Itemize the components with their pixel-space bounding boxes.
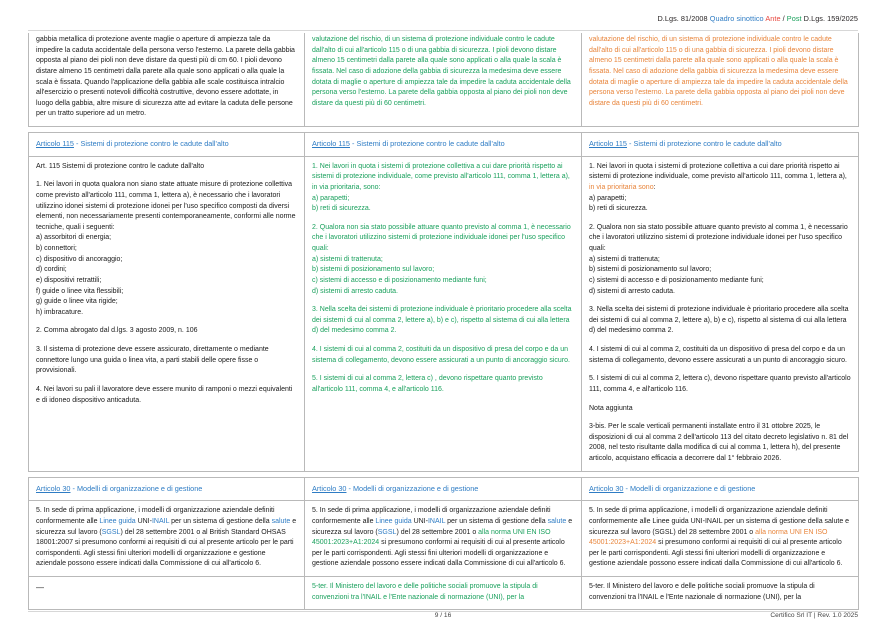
article-30-link[interactable]: Articolo 30 (36, 483, 71, 493)
article-115-link[interactable]: Articolo 115 (589, 139, 627, 148)
text: UNI- (135, 517, 152, 525)
cell-continuation-modified (305, 33, 582, 127)
text-end: : (653, 183, 656, 191)
text: e sicurezza sul lavoro ( (312, 517, 573, 536)
cell-art115-heading-consolidated (582, 133, 859, 157)
text: 5. In sede di prima applicazione, i modelli di organizzazione aziendale definiti conformemente alle Linee guida UNI-INAIL per un sistema di gestione della salute e sicurezza sul lavoro (SGSL) del 28 settembre 2001 o (589, 507, 850, 536)
list-item: c) dispositivo di ancoraggio; (36, 255, 123, 263)
article-115-link[interactable]: Articolo 115 (36, 139, 74, 148)
article-115-link[interactable]: Articolo 115 (312, 139, 350, 148)
text: si presumono conformi ai requisiti di cui al presente articolo per le parti corrispondenti. Agli stessi fini ulteriori modelli di organizzazione e gestione aziendale possono essere indicati dalla Commissione di cui all'articolo 6. (312, 539, 566, 568)
text: ) del 28 settembre 2001 o (396, 528, 479, 536)
link-salute[interactable]: salute (547, 517, 567, 525)
text: per un sistema di gestione della (169, 517, 272, 525)
paragraph: 5. I sistemi di cui al comma 2, lettera c), devono rispettare quanto previsto all'articolo 111, comma 4, e all'articolo 116. (589, 375, 851, 393)
paragraph: 5-ter. Il Ministero del lavoro e delle politiche sociali promuove la stipula di convenzioni tra l'INAIL e l'Ente nazionale di normazione (UNI), per la (312, 583, 538, 601)
cell-art30-next-consolidated (582, 577, 859, 610)
paragraph: 4. I sistemi di cui al comma 2, costituiti da un dispositivo di presa del corpo e da un sistema di collegamento, devono essere assicurati a un punto di ancoraggio sicuro. (312, 346, 570, 364)
paragraph: 2. Qualora non sia stato possibile attuare quanto previsto al comma 1, è necessario che i lavoratori utilizzino sistemi di protezione individuale idonei per l'uso specifico quali: (312, 223, 571, 252)
article-30-title: - Modelli di organizzazione e di gestione (623, 483, 756, 493)
cell-art115-body-modified (305, 156, 582, 471)
list-item: a) sistemi di trattenuta; (589, 255, 660, 263)
article-115-title: - Sistemi di protezione contro le cadute dall'alto (74, 139, 229, 148)
link-sgsl[interactable]: SGSL (377, 528, 397, 536)
link-salute[interactable]: salute (271, 517, 291, 525)
article-115-title: - Sistemi di protezione contro le cadute dall'alto (350, 139, 505, 148)
note-body: 3-bis. Per le scale verticali permanenti installate entro il 31 ottobre 2025, le disposizioni di cui al comma 2 dell'articolo 113 del citato decreto legislativo n. 81 del 2008, nel testo risultante dalla modifica di cui al comma 1, lettera h), del presente articolo, acquistano efficacia a decorrere dal 1° febbraio 2026. (589, 423, 849, 462)
paragraph (589, 162, 851, 194)
list-item: a) parapetti; (312, 194, 350, 202)
note-title: Nota aggiunta (589, 404, 633, 412)
text-amended: alla norma UNI EN ISO 45001:2023+A1:2024 (589, 528, 828, 547)
list-item: g) guide o linee vita rigide; (36, 298, 118, 306)
paragraph: 2. Qualora non sia stato possibile attuare quanto previsto al comma 1, è necessario che i lavoratori utilizzino sistemi di protezione individuale idonei per l'uso specifico quali: (589, 223, 848, 252)
cell-art115-heading-original (29, 133, 305, 157)
paragraph: 1. Nei lavori in quota i sistemi di protezione collettiva a cui dare priorità rispetto ai sistemi di protezione individuale, come previsto all'articolo 111, comma 1, lettera a), in via prioritaria, sono: (312, 162, 570, 191)
link-inail[interactable]: INAIL (151, 517, 170, 525)
article-30-link[interactable]: Articolo 30 (589, 483, 624, 493)
document-header (28, 14, 858, 30)
paragraph: 5. I sistemi di cui al comma 2, lettera c) , devono rispettare quanto previsto all'articolo 111, comma 4, e all'articolo 116. (312, 375, 543, 393)
list-item: a) parapetti; (589, 194, 627, 202)
cell-art30-heading-modified (305, 477, 582, 501)
paragraph: 3. Nella scelta dei sistemi di protezione individuale è prioritario procedere alla scelta dei sistemi di cui al comma 2, lettere a), b) e c), rispetto al sistema di cui alla lettera d) del medesimo comma 2. (312, 306, 572, 335)
list-item: a) sistemi di trattenuta; (312, 255, 383, 263)
table-row (29, 501, 859, 577)
text-start: 1. Nei lavori in quota i sistemi di protezione collettiva a cui dare priorità rispetto ai sistemi di protezione individuale, come previsto all'articolo 111, comma 1, lettera a), (589, 162, 847, 181)
cell-art30-body-modified (305, 501, 582, 577)
revision-label: Certifico Srl IT | Rev. 1.0 2025 (770, 612, 858, 619)
link-inail[interactable]: INAIL (427, 517, 446, 525)
cell-continuation-original (29, 33, 305, 127)
list-item: e) dispositivi retrattili; (36, 276, 102, 284)
text-amended: in via prioritaria sono (589, 183, 654, 191)
list-item: b) connettori; (36, 245, 77, 252)
cell-art115-body-consolidated (582, 156, 859, 471)
list-item: d) cordini; (36, 266, 67, 274)
header-divider (28, 30, 858, 31)
text: e sicurezza sul lavoro ( (36, 517, 297, 536)
text-added: alla norma UNI EN ISO 45001:2023+A1:2024 (312, 528, 551, 547)
link-linee-guida[interactable]: Linee guida (375, 517, 412, 525)
text: ) del 28 settembre 2001 o al British Standard OHSAS 18001:2007 si presumono conformi ai requisiti di cui al presente articolo per le parti corrispondenti. Agli stessi fini ulteriori modelli di organizzazione e gestione aziendale possono essere indicati dalla Commissione di cui all'articolo 6. (36, 528, 294, 568)
article-heading: Art. 115 Sistemi di protezione contro le cadute dall'alto (36, 162, 205, 170)
paragraph: 4. Nei lavori su pali il lavoratore deve essere munito di ramponi o mezzi equivalenti e di idoneo dispositivo anticaduta. (36, 385, 293, 404)
link-linee-guida[interactable]: Linee guida (99, 517, 136, 525)
list-item: d) sistemi di arresto caduta. (312, 287, 398, 295)
list-item: f) guide o linee vita flessibili; (36, 287, 124, 295)
table-row (29, 577, 859, 610)
text: 5. In sede di prima applicazione, i modelli di organizzazione aziendale definiti conformemente alle (36, 507, 275, 525)
list-item: b) sistemi di posizionamento sul lavoro; (312, 266, 435, 274)
list-item: b) reti di sicurezza. (589, 205, 648, 213)
cell-art115-heading-modified (305, 133, 582, 157)
paragraph: gabbia metallica di protezione avente maglie o aperture di ampiezza tale da impedire la caduta accidentale della persona verso l'esterno. La parete della gabbia opposta al piano dei pioli non deve distare da questi più di cm 60. I pioli devono distare almeno 15 centimetri dalla parete alla quale sono applicati o alla quale la scala è fissata. Quando l'applicazione della gabbia alle scale costituisca intralcio all'esercizio o presenti notevoli difficoltà costruttive, devono essere adottate, in luogo della gabbia, altre misure di sicurezza atte ad evitare la caduta delle persone per un tratto superiore ad un metro. (36, 36, 295, 118)
cell-art30-body-original (29, 501, 305, 577)
header-quadro-sinottico: Quadro sinottico (709, 14, 764, 23)
paragraph: 4. I sistemi di cui al comma 2, costituiti da un dispositivo di presa del corpo e da un sistema di collegamento, devono essere assicurati a un punto di ancoraggio sicuro. (589, 346, 847, 364)
paragraph: valutazione del rischio, di un sistema di protezione individuale contro le cadute dall'alto di cui all'articolo 115 o di una gabbia di sicurezza. I pioli devono distare almeno 15 centimetri dalla parete alla quale sono applicati o alla quale la scala è fissata. Nel caso di adozione della gabbia di sicurezza la medesima deve essere dotata di maglie o aperture di ampiezza tale da impedire la caduta accidentale della persona verso l'esterno. La parete della gabbia opposta al piano dei pioli non deve distare da questi più di 60 centimetri. (589, 36, 848, 107)
table-row (29, 133, 859, 157)
cell-art30-body-consolidated (582, 501, 859, 577)
text: UNI- (411, 517, 428, 525)
cell-art30-next-original (29, 577, 305, 610)
header-slash: / (780, 14, 787, 23)
text: 5. In sede di prima applicazione, i modelli di organizzazione aziendale definiti conformemente alle (312, 507, 551, 525)
header-ante: Ante (763, 14, 781, 23)
table-row (29, 156, 859, 471)
cell-art30-heading-consolidated (582, 477, 859, 501)
paragraph: 3. Il sistema di protezione deve essere assicurato, direttamente o mediante connettore lungo una guida o linea vita, a parti stabili delle opere fisse o provvisionali. (36, 346, 269, 375)
cell-continuation-consolidated (582, 33, 859, 127)
header-prefix: D.Lgs. 81/2008 (657, 14, 710, 23)
list-item: c) sistemi di accesso e di posizionamento mediante funi; (589, 276, 764, 284)
comparison-table (28, 33, 859, 610)
paragraph: valutazione del rischio, di un sistema di protezione individuale contro le cadute dall'alto di cui all'articolo 115 o di una gabbia di sicurezza. I pioli devono distare almeno 15 centimetri dalla parete alla quale sono applicati o alla quale la scala è fissata. Nel caso di adozione della gabbia di sicurezza la medesima deve essere dotata di maglie o aperture di ampiezza tale da impedire la caduta accidentale della persona verso l'esterno. La parete della gabbia opposta al piano dei pioli non deve distare da questi più di 60 centimetri. (312, 36, 571, 107)
table-row (29, 33, 859, 127)
list-item: b) reti di sicurezza. (312, 205, 371, 213)
text: per un sistema di gestione della (445, 517, 548, 525)
paragraph: 1. Nei lavori in quota qualora non siano state attuate misure di protezione collettiva come previsto all'articolo 111, comma 1, lettera a), è necessario che i lavoratori utilizzino idonei sistemi di protezione idonei per l'uso specifico composti da diversi elementi, non necessariamente presenti contemporaneamente, conformi alle norme tecniche, quali i seguenti: (36, 181, 296, 231)
list-item: h) imbracature. (36, 308, 84, 316)
list-item: d) sistemi di arresto caduta. (589, 287, 675, 295)
list-item: c) sistemi di accesso e di posizionamento mediante funi; (312, 276, 487, 284)
header-post: Post (786, 14, 802, 23)
cell-art30-next-modified (305, 577, 582, 610)
article-30-title: - Modelli di organizzazione e di gestione (70, 483, 203, 493)
paragraph (36, 506, 297, 570)
paragraph: 2. Comma abrogato dal d.lgs. 3 agosto 2009, n. 106 (36, 327, 198, 335)
cell-art115-body-original (29, 156, 305, 471)
list-item: a) assorbitori di energia; (36, 234, 112, 242)
article-115-title: - Sistemi di protezione contro le cadute dall'alto (627, 139, 782, 148)
list-item: b) sistemi di posizionamento sul lavoro; (589, 266, 712, 274)
header-suffix: D.Lgs. 159/2025 (801, 14, 858, 23)
empty-dash: — (36, 583, 44, 592)
article-30-link[interactable]: Articolo 30 (312, 483, 347, 493)
link-sgsl[interactable]: SGSL (101, 528, 121, 536)
paragraph (589, 506, 851, 570)
document-footer (28, 612, 858, 626)
page-number: 9 / 16 (434, 612, 452, 619)
text: si presumono conformi ai requisiti di cui al presente articolo per le parti corrispondenti. Agli stessi fini ulteriori modelli di organizzazione e gestione aziendale possono essere indicati dalla Commissione di cui all'articolo 6. (589, 539, 843, 568)
paragraph (312, 506, 574, 570)
table-row (29, 477, 859, 501)
article-30-title: - Modelli di organizzazione e di gestione (346, 483, 479, 493)
paragraph: 5-ter. Il Ministero del lavoro e delle politiche sociali promuove la stipula di convenzioni tra l'INAIL e l'Ente nazionale di normazione (UNI), per la (589, 583, 815, 601)
cell-art30-heading-original (29, 477, 305, 501)
paragraph: 3. Nella scelta dei sistemi di protezione individuale è prioritario procedere alla scelta dei sistemi di cui al comma 2, lettere a), b) e c), rispetto al sistema di cui alla lettera d) del medesimo comma 2. (589, 306, 849, 335)
